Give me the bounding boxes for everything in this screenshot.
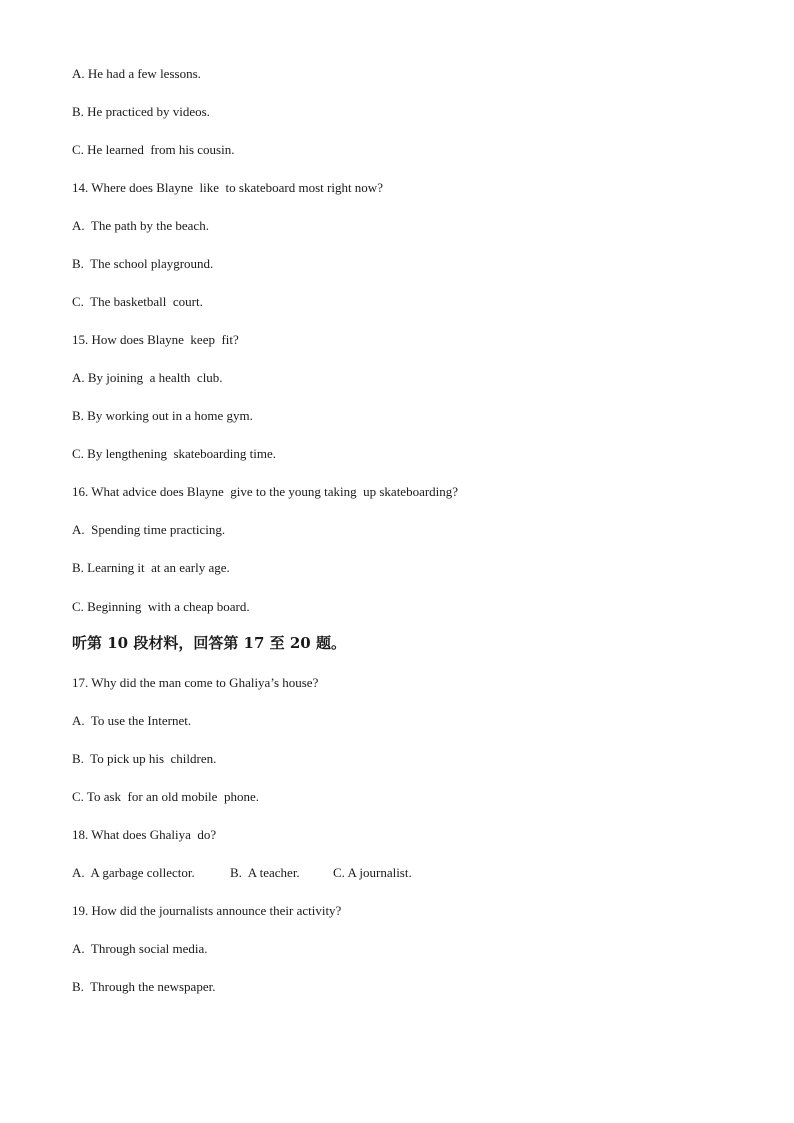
q15-option-c: C. By lengthening skateboarding time.	[72, 446, 276, 461]
q13-option-a: A. He had a few lessons.	[72, 66, 201, 81]
q14-option-a: A. The path by the beach.	[72, 218, 209, 233]
q16-question: 16. What advice does Blayne give to the young taking up skateboarding?	[72, 484, 459, 499]
q14-option-b: B. The school playground.	[72, 256, 214, 271]
q15-question: 15. How does Blayne keep fit?	[72, 332, 239, 347]
q17-option-c: C. To ask for an old mobile phone.	[72, 789, 259, 804]
q18-question: 18. What does Ghaliya do?	[72, 827, 217, 842]
q19-option-a: A. Through social media.	[72, 941, 208, 956]
q15-option-a: A. By joining a health club.	[72, 370, 223, 385]
q17-option-b: B. To pick up his children.	[72, 751, 217, 766]
q15-option-b: B. By working out in a home gym.	[72, 408, 253, 423]
section-heading: 听第 10 段材料，回答第 17 至 20 题。	[72, 634, 346, 652]
q13-option-b: B. He practiced by videos.	[72, 104, 210, 119]
q13-option-c: C. He learned from his cousin.	[72, 142, 235, 157]
q18-option-b: B. A teacher.	[230, 865, 300, 880]
q17-question: 17. Why did the man come to Ghaliya’s house?	[72, 675, 319, 690]
q14-option-c: C. The basketball court.	[72, 294, 203, 309]
q17-option-a: A. To use the Internet.	[72, 713, 192, 728]
q18-option-a: A. A garbage collector.	[72, 865, 195, 880]
q16-option-b: B. Learning it at an early age.	[72, 560, 230, 575]
q18-option-c: C. A journalist.	[333, 865, 412, 880]
q16-option-c: C. Beginning with a cheap board.	[72, 599, 250, 614]
q19-option-b: B. Through the newspaper.	[72, 979, 216, 994]
q16-option-a: A. Spending time practicing.	[72, 522, 226, 537]
q19-question: 19. How did the journalists announce their activity?	[72, 903, 342, 918]
q14-question: 14. Where does Blayne like to skateboard most right now?	[72, 180, 383, 195]
